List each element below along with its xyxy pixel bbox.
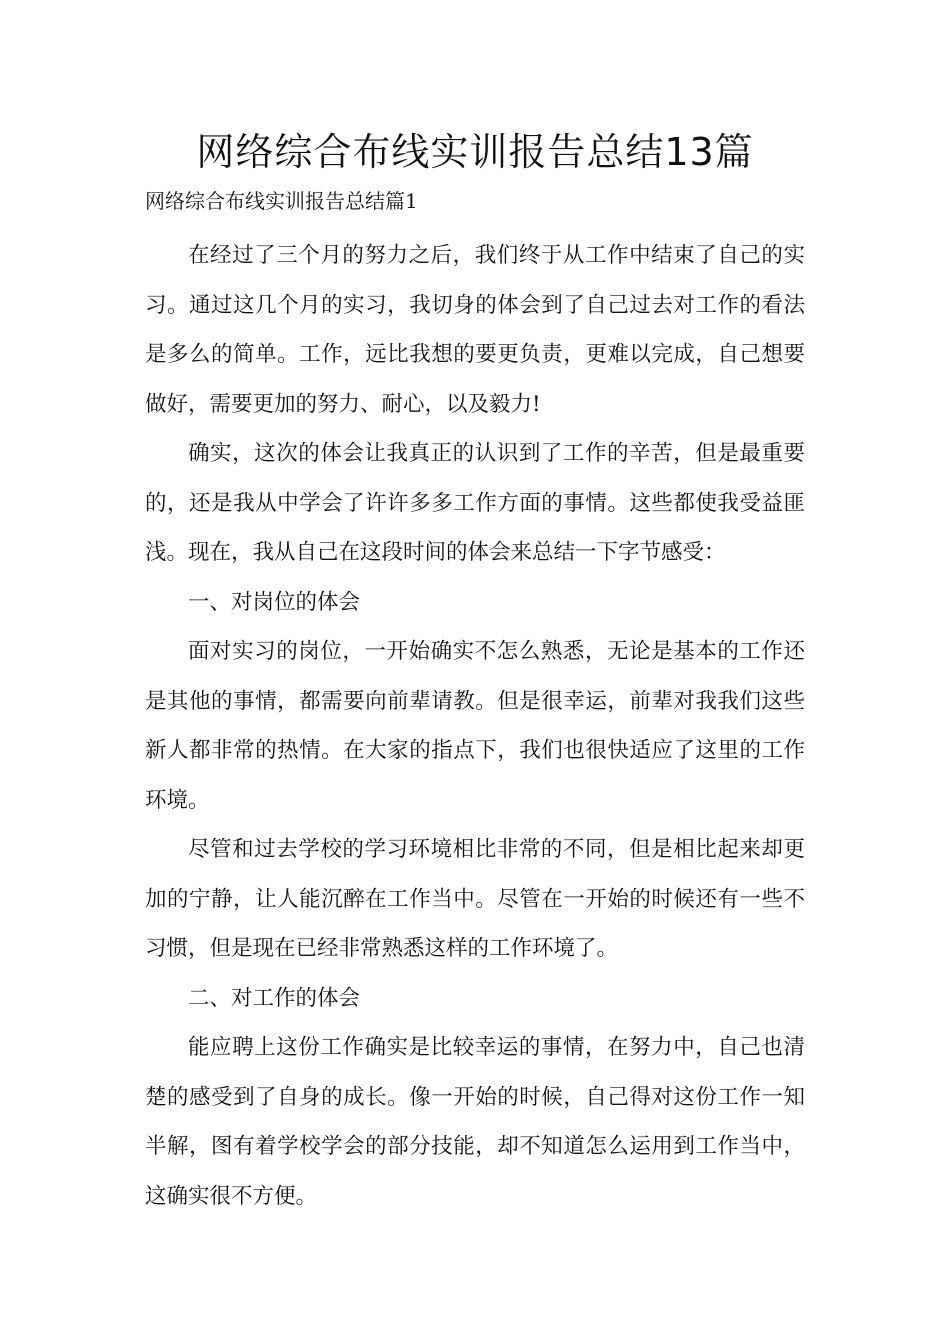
- section-heading: 二、对工作的体会: [188, 985, 361, 1011]
- document-subtitle: 网络综合布线实训报告总结篇1: [145, 189, 418, 213]
- paragraph: 在经过了三个月的努力之后，我们终于从工作中结束了自己的实习。通过这几个月的实习，我切身的体会到了自己过去对工作的看法是多么的简单。工作，远比我想的要更负责，更难以完成，自己想要做好，需要更加的努力、耐心，以及毅力!: [145, 243, 805, 417]
- paragraph: 面对实习的岗位，一开始确实不怎么熟悉，无论是基本的工作还是其他的事情，都需要向前辈请教。但是很幸运，前辈对我我们这些新人都非常的热情。在大家的指点下，我们也很快适应了这里的工作环境。: [145, 639, 805, 813]
- paragraph: 能应聘上这份工作确实是比较幸运的事情，在努力中，自己也清楚的感受到了自身的成长。像一开始的时候，自己得对这份工作一知半解，图有着学校学会的部分技能，却不知道怎么运用到工作当中，这确实很不方便。: [145, 1035, 805, 1209]
- paragraph: 确实，这次的体会让我真正的认识到了工作的辛苦，但是最重要的，还是我从中学会了许许多多工作方面的事情。这些都使我受益匪浅。现在，我从自己在这段时间的体会来总结一下字节感受：: [145, 441, 805, 565]
- document-body: [145, 231, 805, 1221]
- paragraph: 尽管和过去学校的学习环境相比非常的不同，但是相比起来却更加的宁静，让人能沉醉在工作当中。尽管在一开始的时候还有一些不习惯，但是现在已经非常熟悉这样的工作环境了。: [145, 837, 805, 961]
- document-title: 网络综合布线实训报告总结13篇: [196, 130, 754, 174]
- section-heading: 一、对岗位的体会: [188, 589, 361, 615]
